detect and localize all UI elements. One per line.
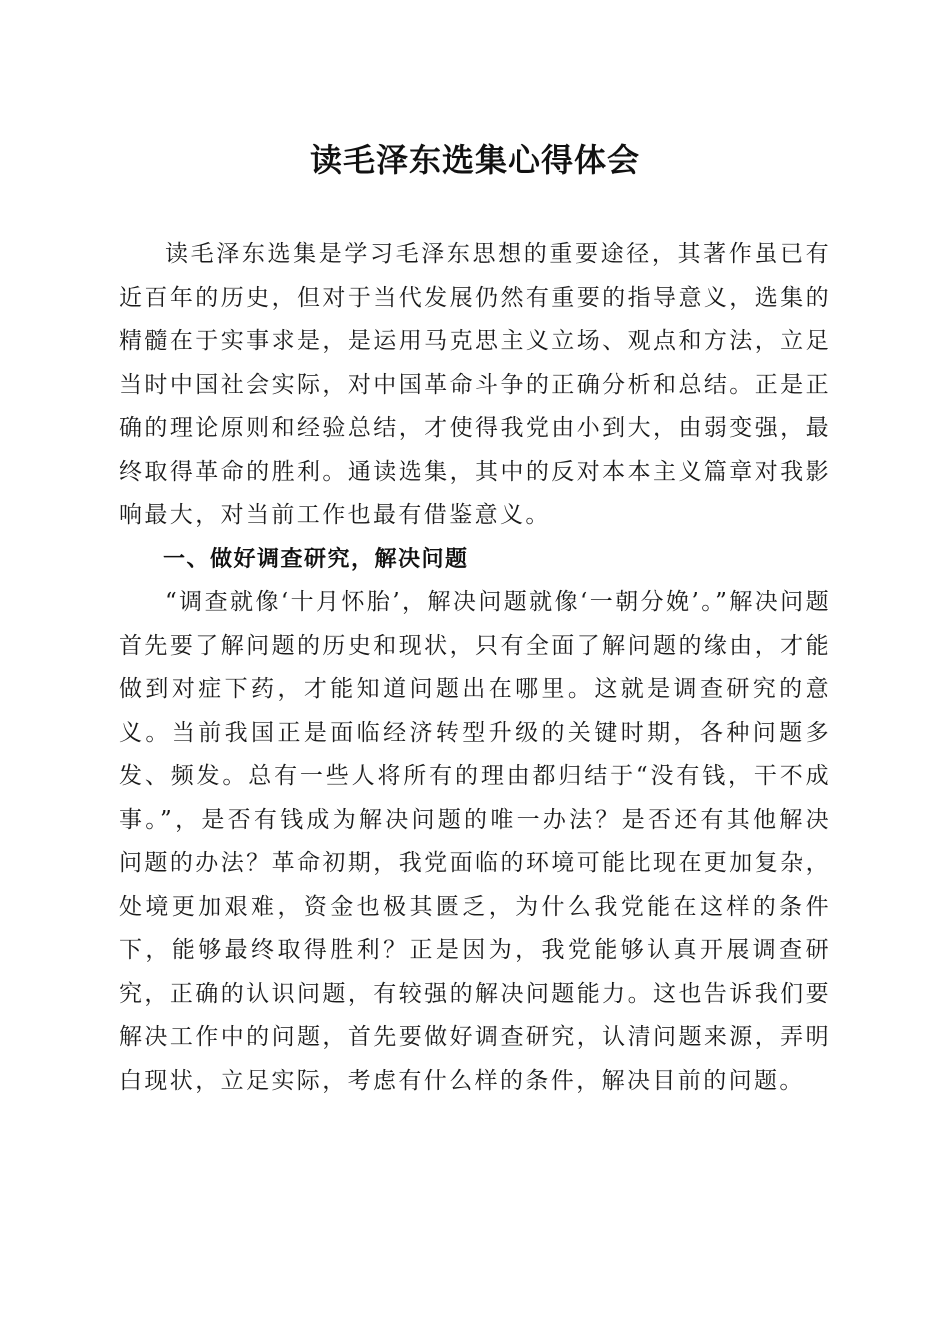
intro-paragraph: 读毛泽东选集是学习毛泽东思想的重要途径，其著作虽已有近百年的历史，但对于当代发展仍然有重要的指导意义，选集的精髓在于实事求是，是运用马克思主义立场、观点和方法，立足当时中国社会实际，对中国革命斗争的正确分析和总结。正是正确的理论原则和经验总结，才使得我党由小到大，由弱变强，最终取得革命的胜利。通读选集，其中的反对本本主义篇章对我影响最大，对当前工作也最有借鉴意义。 [119, 241, 831, 528]
section-heading: 一、做好调查研究，解决问题 [163, 546, 469, 572]
document-body [119, 233, 831, 1103]
section-paragraph: “调查就像‘十月怀胎’，解决问题就像‘一朝分娩’。”解决问题首先要了解问题的历史和现状，只有全面了解问题的缘由，才能做到对症下药，才能知道问题出在哪里。这就是调查研究的意义。当前我国正是面临经济转型升级的关键时期，各种问题多发、频发。总有一些人将所有的理由都归结于“没有钱，干不成事。”，是否有钱成为解决问题的唯一办法？是否还有其他解决问题的办法？革命初期，我党面临的环境可能比现在更加复杂，处境更加艰难，资金也极其匮乏，为什么我党能在这样的条件下，能够最终取得胜利？正是因为，我党能够认真开展调查研究，正确的认识问题，有较强的解决问题能力。这也告诉我们要解决工作中的问题，首先要做好调查研究，认清问题来源，弄明白现状，立足实际，考虑有什么样的条件，解决目前的问题。 [119, 589, 831, 1094]
document-title: 读毛泽东选集心得体会 [309, 141, 640, 179]
